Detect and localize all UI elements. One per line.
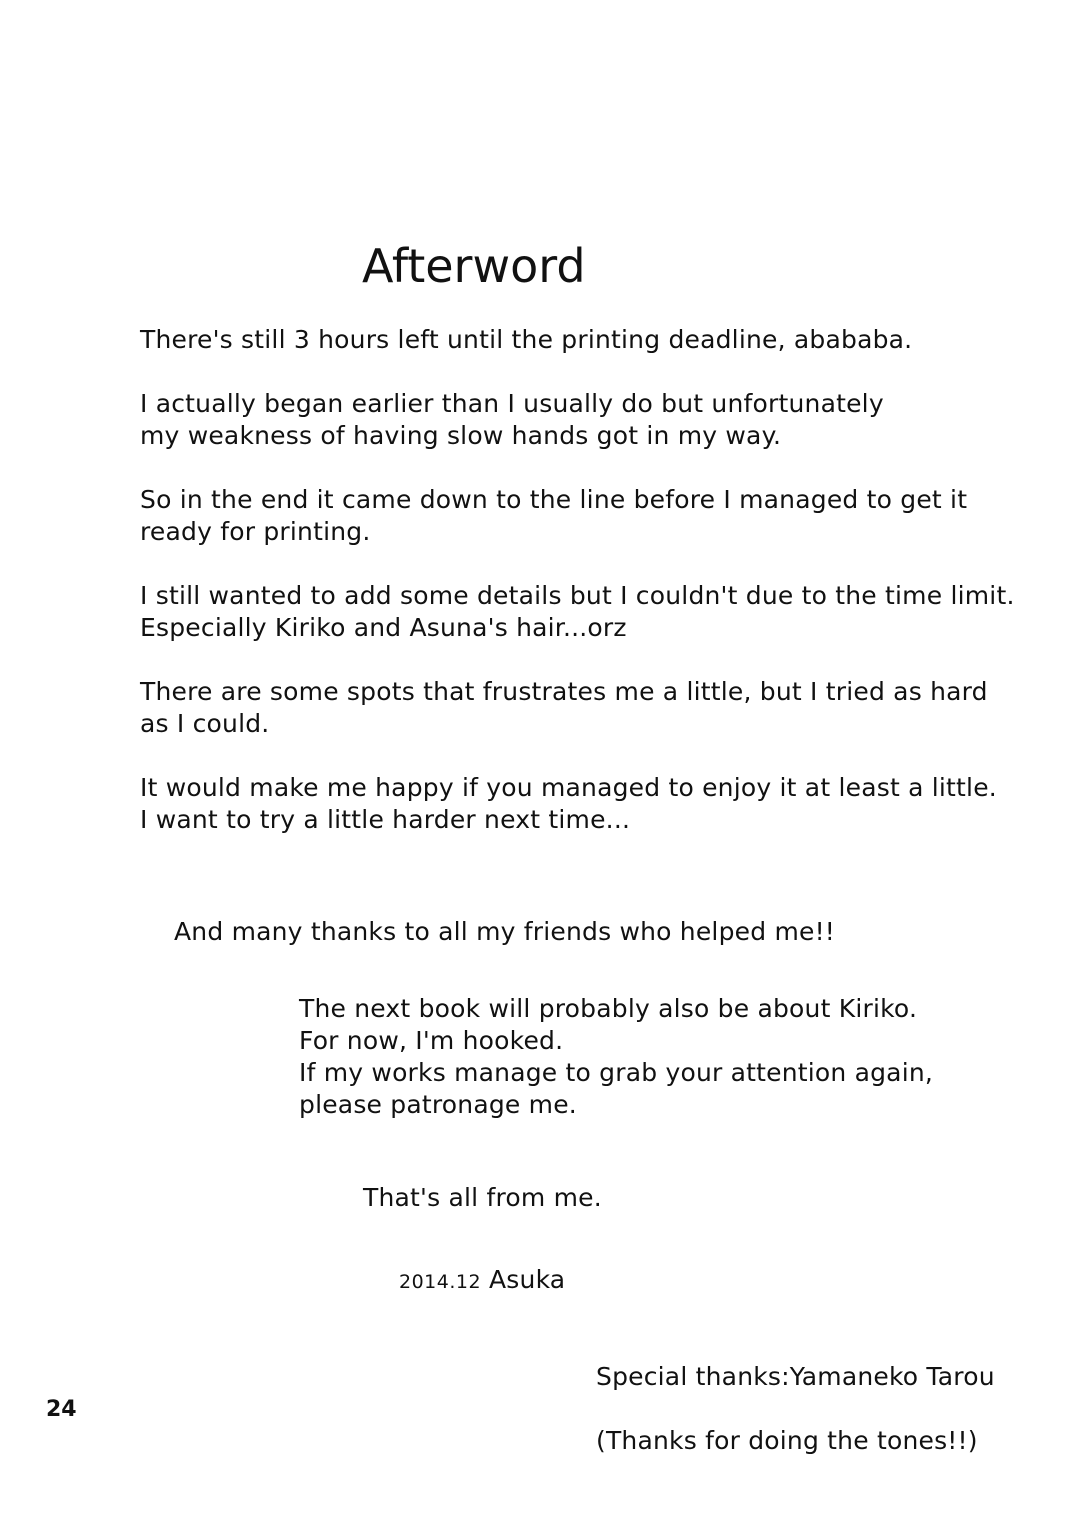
next-book-line-2: For now, I'm hooked. xyxy=(299,1026,564,1055)
paragraph-6-line-2: I want to try a little harder next time... xyxy=(140,805,631,834)
paragraph-4-line-1: I still wanted to add some details but I couldn't due to the time limit. xyxy=(140,581,1015,610)
next-book-line-3: If my works manage to grab your attention again, xyxy=(299,1058,934,1087)
next-book-line-1: The next book will probably also be about Kiriko. xyxy=(299,994,918,1023)
paragraph-6-line-1: It would make me happy if you managed to enjoy it at least a little. xyxy=(140,773,997,802)
special-thanks-note: (Thanks for doing the tones!!) xyxy=(596,1426,978,1455)
paragraph-4-line-2: Especially Kiriko and Asuna's hair...orz xyxy=(140,613,627,642)
paragraph-3-line-2: ready for printing. xyxy=(140,517,371,546)
page-number: 24 xyxy=(46,1397,77,1422)
paragraph-3-line-1: So in the end it came down to the line before I managed to get it xyxy=(140,485,968,514)
paragraph-5-line-2: as I could. xyxy=(140,709,270,738)
paragraph-2-line-2: my weakness of having slow hands got in my way. xyxy=(140,421,782,450)
page-title: Afterword xyxy=(362,239,586,293)
signature-date: 2014.12 xyxy=(399,1271,482,1293)
next-book-line-4: please patronage me. xyxy=(299,1090,577,1119)
signature-name: Asuka xyxy=(489,1265,566,1294)
paragraph-2-line-1: I actually began earlier than I usually do but unfortunately xyxy=(140,389,884,418)
thanks-friends: And many thanks to all my friends who helped me!! xyxy=(174,917,836,946)
closing-line: That's all from me. xyxy=(363,1183,602,1212)
special-thanks: Special thanks:Yamaneko Tarou xyxy=(596,1362,995,1391)
paragraph-1-line-1: There's still 3 hours left until the printing deadline, abababa. xyxy=(140,325,913,354)
paragraph-5-line-1: There are some spots that frustrates me a little, but I tried as hard xyxy=(140,677,988,706)
